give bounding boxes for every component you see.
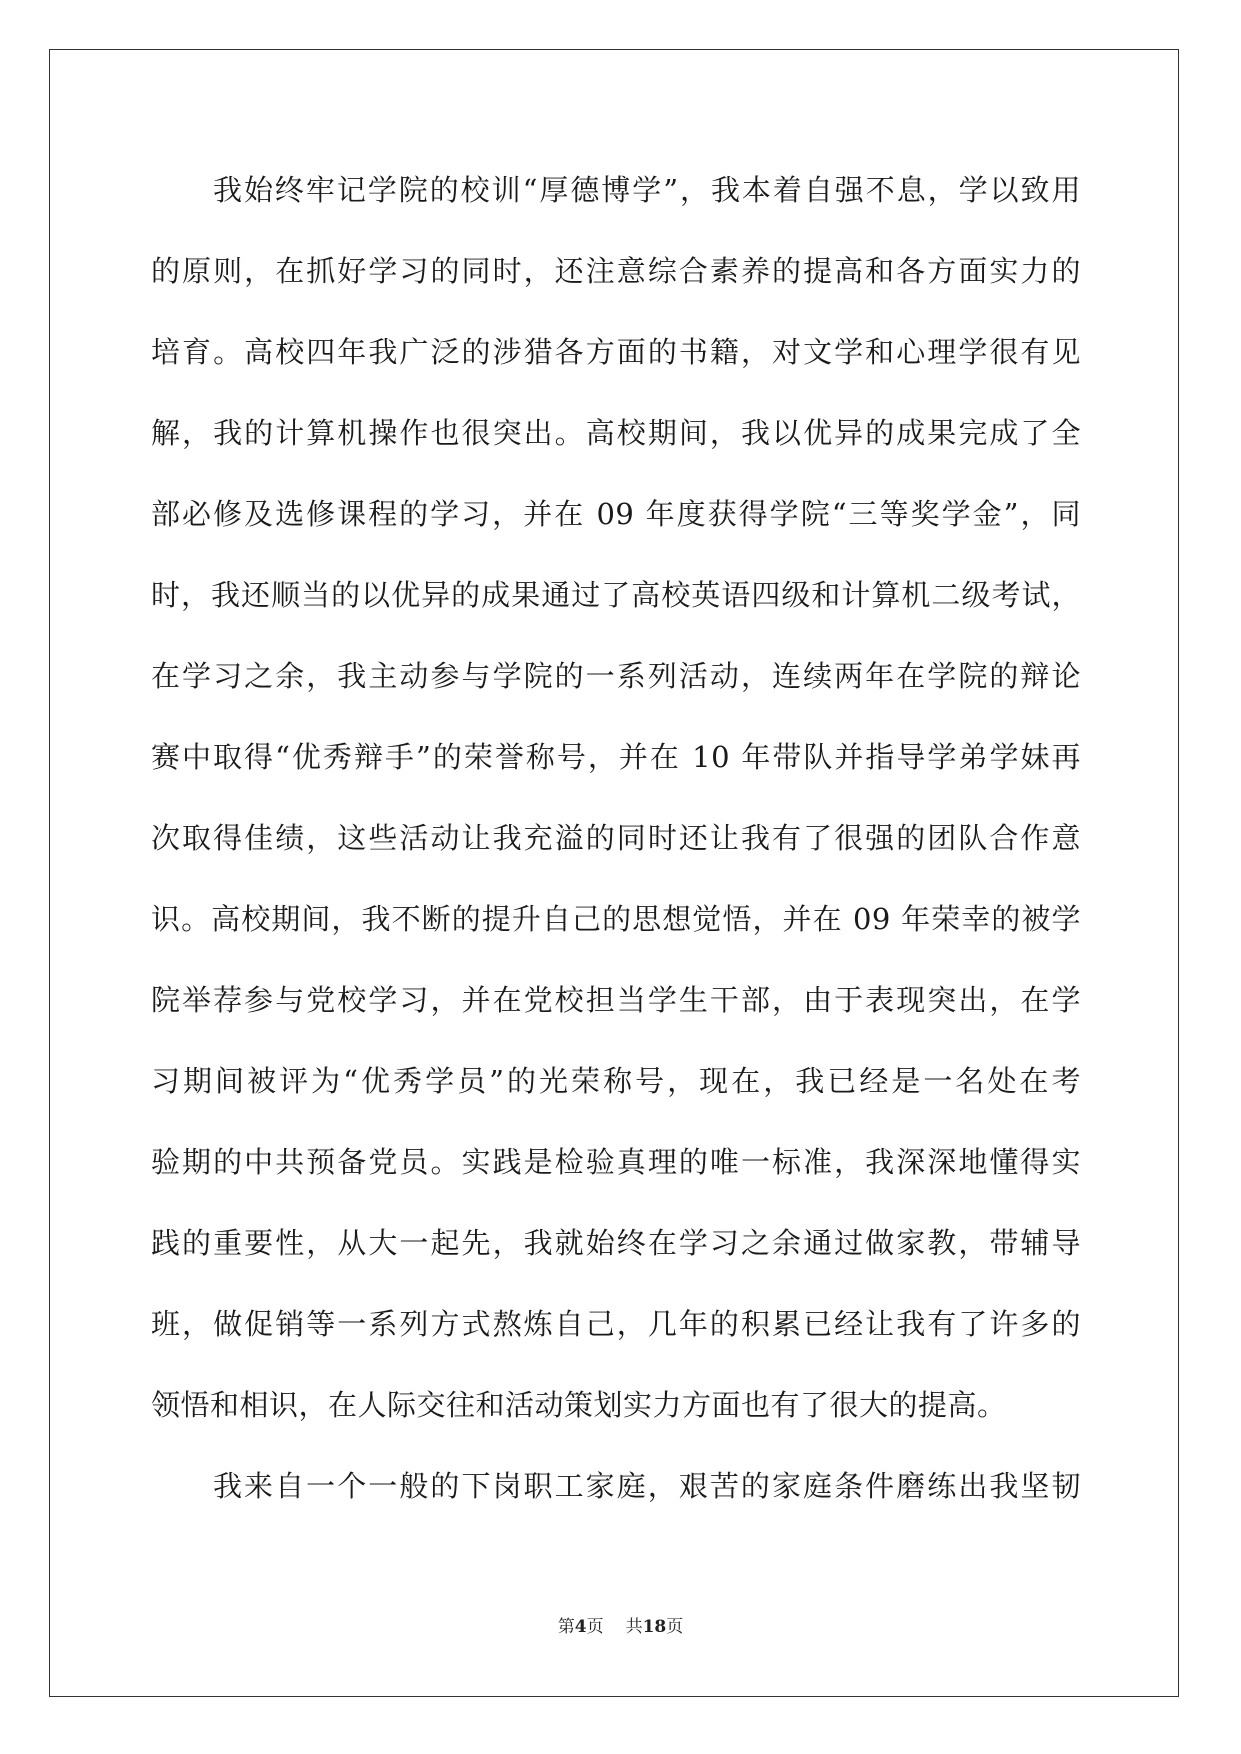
paragraph-1-line-6: 时，我还顺当的以优异的成果通过了高校英语四级和计算机二级考试，: [151, 578, 1081, 612]
paragraph-1-line-9: 次取得佳绩，这些活动让我充溢的同时还让我有了很强的团队合作意: [151, 821, 1081, 855]
paragraph-1-line-12: 习期间被评为“优秀学员”的光荣称号，现在，我已经是一名处在考: [151, 1064, 1081, 1098]
paragraph-1-line-1: 我始终牢记学院的校训“厚德博学”，我本着自强不息，学以致用: [213, 173, 1081, 207]
paragraph-1-line-7: 在学习之余，我主动参与学院的一系列活动，连续两年在学院的辩论: [151, 659, 1081, 693]
paragraph-1-line-8: 赛中取得“优秀辩手”的荣誉称号，并在 10 年带队并指导学弟学妹再: [151, 740, 1081, 774]
paragraph-2-line-1: 我来自一个一般的下岗职工家庭，艰苦的家庭条件磨练出我坚韧: [213, 1469, 1081, 1503]
total-suffix: 页: [666, 1617, 684, 1637]
paragraph-1-line-13: 验期的中共预备党员。实践是检验真理的唯一标准，我深深地懂得实: [151, 1145, 1081, 1179]
total-pages: 18: [642, 1617, 667, 1637]
paragraph-1-line-16: 领悟和相识，在人际交往和活动策划实力方面也有了很大的提高。: [151, 1388, 1007, 1422]
paragraph-1-line-10: 识。高校期间，我不断的提升自己的思想觉悟，并在 09 年荣幸的被学: [151, 902, 1081, 936]
page-prefix: 第: [557, 1617, 575, 1637]
page-number: 4: [574, 1617, 587, 1637]
paragraph-1-line-3: 培育。高校四年我广泛的涉猎各方面的书籍，对文学和心理学很有见: [151, 335, 1081, 369]
page-suffix: 页: [586, 1617, 604, 1637]
paragraph-1-line-15: 班，做促销等一系列方式熬炼自己，几年的积累已经让我有了许多的: [151, 1307, 1081, 1341]
page-footer: [0, 1612, 1241, 1637]
paragraph-1-line-4: 解，我的计算机操作也很突出。高校期间，我以优异的成果完成了全: [151, 416, 1081, 450]
paragraph-1-line-2: 的原则，在抓好学习的同时，还注意综合素养的提高和各方面实力的: [151, 254, 1081, 288]
paragraph-1-line-5: 部必修及选修课程的学习，并在 09 年度获得学院“三等奖学金”，同: [151, 497, 1081, 531]
paragraph-1-line-14: 践的重要性，从大一起先，我就始终在学习之余通过做家教，带辅导: [151, 1226, 1081, 1260]
paragraph-1-line-11: 院举荐参与党校学习，并在党校担当学生干部，由于表现突出，在学: [151, 983, 1081, 1017]
total-prefix: 共: [625, 1617, 643, 1637]
document-body: [151, 150, 1081, 1527]
